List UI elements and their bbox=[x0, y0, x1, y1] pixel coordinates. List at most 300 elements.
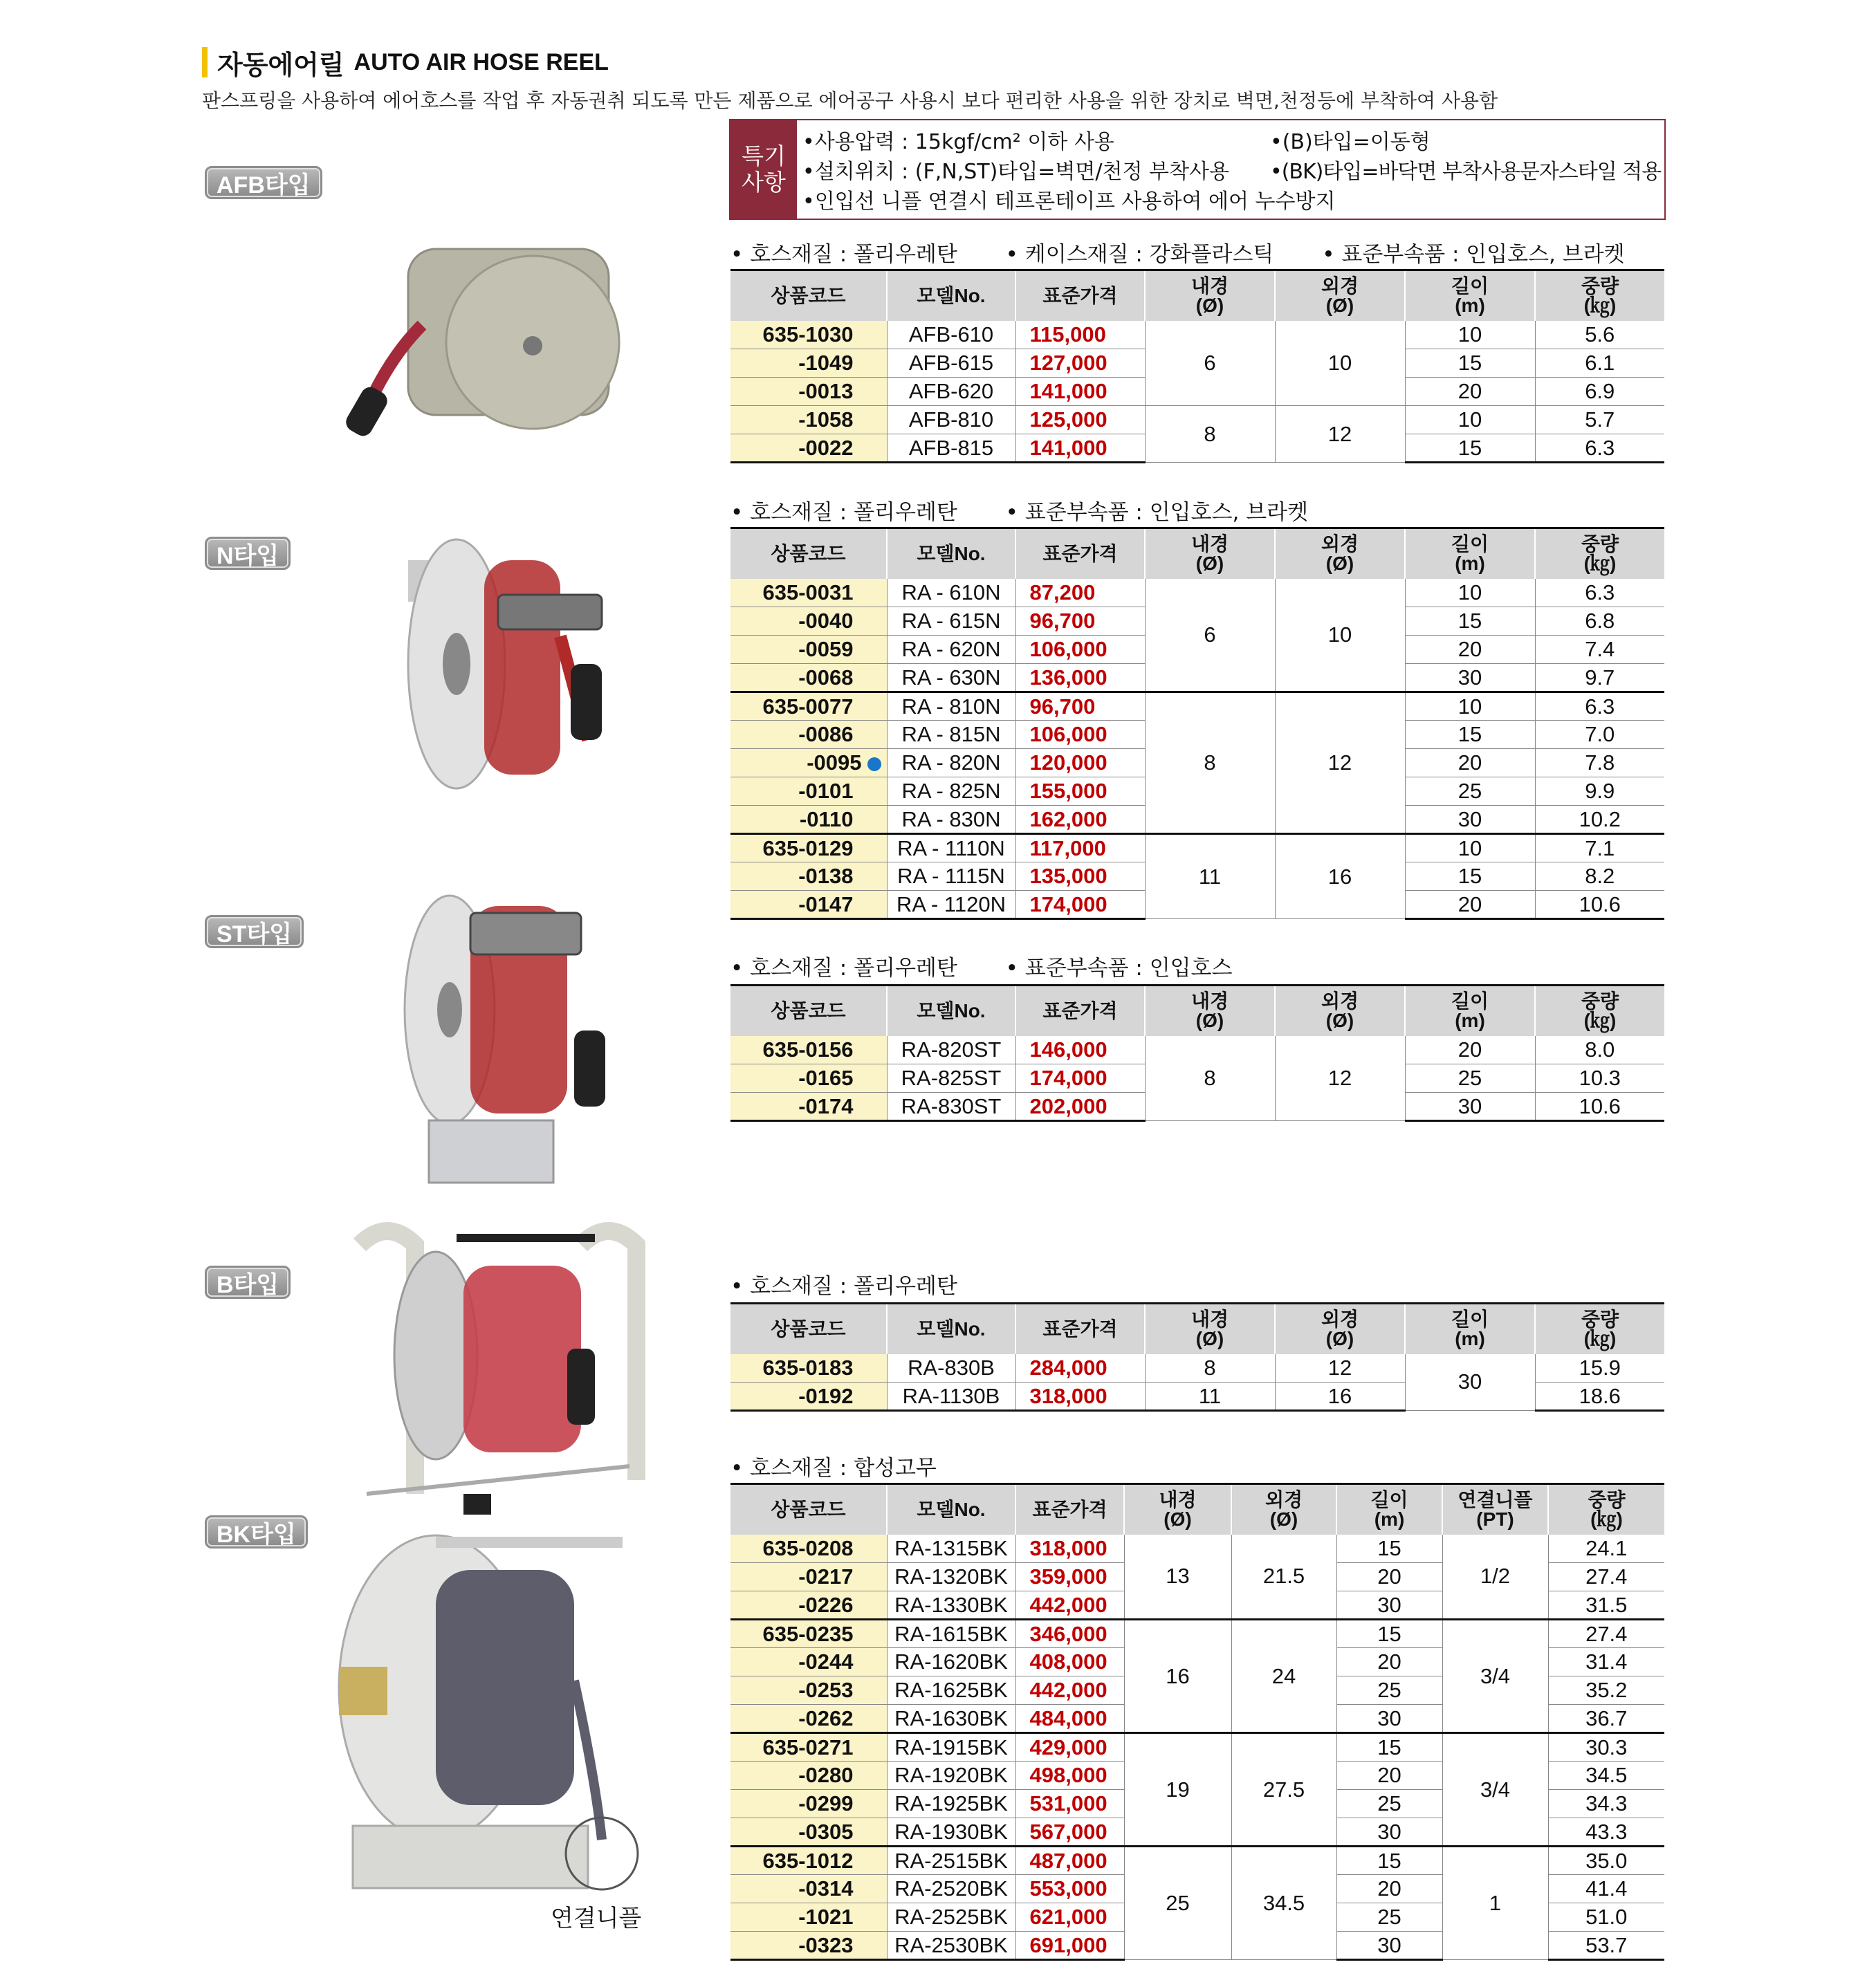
table-cell: RA-2530BK bbox=[887, 1932, 1015, 1960]
table-cell: 16 bbox=[1275, 834, 1405, 919]
product-code: -0040 bbox=[730, 607, 887, 636]
table-cell: 8 bbox=[1145, 1354, 1275, 1383]
product-code: -0244 bbox=[730, 1648, 887, 1676]
feature-item: •사용압력 : 15kgf/cm² 이하 사용 bbox=[802, 130, 1114, 154]
table-cell: 8 bbox=[1145, 692, 1275, 834]
table-row bbox=[730, 692, 1664, 721]
product-code: -0305 bbox=[730, 1818, 887, 1847]
price-cell: 141,000 bbox=[1015, 378, 1145, 406]
product-code: -0262 bbox=[730, 1705, 887, 1733]
table-cell: 20 bbox=[1405, 749, 1535, 777]
table-cell: 20 bbox=[1336, 1563, 1442, 1591]
col-header: 모델No. bbox=[887, 1304, 1015, 1354]
table-cell: 25 bbox=[1336, 1676, 1442, 1705]
table-cell: 12 bbox=[1275, 406, 1405, 463]
price-cell: 484,000 bbox=[1015, 1705, 1124, 1733]
b-price-table bbox=[730, 1302, 1664, 1412]
table-cell: RA - 610N bbox=[887, 579, 1015, 607]
col-header: 연결니플 (PT) bbox=[1442, 1484, 1548, 1535]
col-header: 외경 (Ø) bbox=[1275, 1304, 1405, 1354]
price-cell: 346,000 bbox=[1015, 1620, 1124, 1648]
table-cell: RA - 825N bbox=[887, 777, 1015, 806]
price-cell: 408,000 bbox=[1015, 1648, 1124, 1676]
product-code: 635-0235 bbox=[730, 1620, 887, 1648]
price-cell: 174,000 bbox=[1015, 1064, 1145, 1093]
table-cell: 7.1 bbox=[1535, 834, 1664, 862]
table-cell: 10.6 bbox=[1535, 1093, 1664, 1121]
table-cell: RA - 615N bbox=[887, 607, 1015, 636]
col-header: 내경 (Ø) bbox=[1124, 1484, 1231, 1535]
table-cell: 6.9 bbox=[1535, 378, 1664, 406]
table-cell: RA-1620BK bbox=[887, 1648, 1015, 1676]
table-cell: 15 bbox=[1336, 1535, 1442, 1563]
table-cell: RA-825ST bbox=[887, 1064, 1015, 1093]
table-cell: 35.0 bbox=[1548, 1847, 1664, 1875]
price-cell: 487,000 bbox=[1015, 1847, 1124, 1875]
table-cell: 25 bbox=[1405, 1064, 1535, 1093]
product-code: -0192 bbox=[730, 1383, 887, 1411]
b-reel-image bbox=[346, 1217, 650, 1522]
price-cell: 284,000 bbox=[1015, 1354, 1145, 1383]
table-cell: RA - 630N bbox=[887, 664, 1015, 692]
table-cell: 51.0 bbox=[1548, 1903, 1664, 1932]
table-cell: 20 bbox=[1336, 1762, 1442, 1790]
product-code: -0165 bbox=[730, 1064, 887, 1093]
price-cell: 691,000 bbox=[1015, 1932, 1124, 1960]
table-cell: 10 bbox=[1405, 406, 1535, 434]
price-cell: 318,000 bbox=[1015, 1535, 1124, 1563]
col-header: 길이 (m) bbox=[1405, 528, 1535, 579]
product-code: -1021 bbox=[730, 1903, 887, 1932]
price-cell: 136,000 bbox=[1015, 664, 1145, 692]
product-code: 635-1012 bbox=[730, 1847, 887, 1875]
table-cell: 16 bbox=[1275, 1383, 1405, 1411]
table-cell: 27.5 bbox=[1231, 1733, 1336, 1847]
product-code: -0110 bbox=[730, 806, 887, 834]
table-cell: 19 bbox=[1124, 1733, 1231, 1847]
table-cell: 3/4 bbox=[1442, 1620, 1548, 1733]
table-cell: RA-1315BK bbox=[887, 1535, 1015, 1563]
price-cell: 621,000 bbox=[1015, 1903, 1124, 1932]
col-header: 중량 (㎏) bbox=[1535, 270, 1664, 321]
table-row bbox=[730, 321, 1664, 349]
table-cell: 3/4 bbox=[1442, 1733, 1548, 1847]
feature-item: •(BK)타입=바닥면 부착사용문자스타일 적용 bbox=[1270, 160, 1662, 184]
table-cell: RA-1915BK bbox=[887, 1733, 1015, 1762]
table-cell: 24 bbox=[1231, 1620, 1336, 1733]
table-cell: 15 bbox=[1405, 607, 1535, 636]
table-cell: 31.5 bbox=[1548, 1591, 1664, 1620]
col-header: 외경 (Ø) bbox=[1275, 270, 1405, 321]
product-code: 635-1030 bbox=[730, 321, 887, 349]
table-cell: 15 bbox=[1405, 349, 1535, 378]
n-specs bbox=[730, 494, 1350, 526]
table-cell: 6.3 bbox=[1535, 579, 1664, 607]
col-header: 중량 (㎏) bbox=[1535, 1304, 1664, 1354]
price-cell: 567,000 bbox=[1015, 1818, 1124, 1847]
product-code: -0280 bbox=[730, 1762, 887, 1790]
col-header: 모델No. bbox=[887, 270, 1015, 321]
price-cell: 120,000 bbox=[1015, 749, 1145, 777]
features-label: 특기 사항 bbox=[730, 120, 797, 219]
table-cell: 30 bbox=[1336, 1932, 1442, 1960]
st-reel-image bbox=[401, 892, 623, 1190]
feature-item: •인입선 니플 연결시 테프론테이프 사용하여 에어 누수방지 bbox=[802, 190, 1336, 214]
price-cell: 202,000 bbox=[1015, 1093, 1145, 1121]
table-cell: 25 bbox=[1405, 777, 1535, 806]
table-cell: 10 bbox=[1275, 321, 1405, 406]
price-cell: 117,000 bbox=[1015, 834, 1145, 862]
table-cell: 30 bbox=[1336, 1818, 1442, 1847]
product-code: -0147 bbox=[730, 891, 887, 919]
table-cell: RA-1320BK bbox=[887, 1563, 1015, 1591]
badge-st-type: ST타입 bbox=[205, 915, 304, 948]
table-cell: RA - 830N bbox=[887, 806, 1015, 834]
nipple-caption: 연결니플 bbox=[551, 1905, 642, 1932]
col-header: 길이 (m) bbox=[1405, 986, 1535, 1036]
table-cell: RA - 815N bbox=[887, 721, 1015, 749]
col-header: 상품코드 bbox=[730, 986, 887, 1036]
features-box bbox=[729, 119, 1666, 220]
table-cell: 34.5 bbox=[1548, 1762, 1664, 1790]
table-cell: RA-1130B bbox=[887, 1383, 1015, 1411]
col-header: 표준가격 bbox=[1015, 1304, 1145, 1354]
table-cell: 16 bbox=[1124, 1620, 1231, 1733]
product-code: 635-0031 bbox=[730, 579, 887, 607]
col-header: 길이 (m) bbox=[1336, 1484, 1442, 1535]
badge-bk-type: BK타입 bbox=[205, 1515, 308, 1549]
table-cell: 20 bbox=[1405, 636, 1535, 664]
table-cell: 6.3 bbox=[1535, 692, 1664, 721]
table-row bbox=[730, 1354, 1664, 1383]
price-cell: 162,000 bbox=[1015, 806, 1145, 834]
price-cell: 429,000 bbox=[1015, 1733, 1124, 1762]
table-cell: RA-2525BK bbox=[887, 1903, 1015, 1932]
afb-price-table bbox=[730, 269, 1664, 463]
table-cell: 30.3 bbox=[1548, 1733, 1664, 1762]
table-cell: 43.3 bbox=[1548, 1818, 1664, 1847]
table-cell: AFB-810 bbox=[887, 406, 1015, 434]
table-cell: RA - 620N bbox=[887, 636, 1015, 664]
n-reel-image bbox=[401, 533, 623, 809]
table-cell: 12 bbox=[1275, 692, 1405, 834]
table-cell: 25 bbox=[1336, 1903, 1442, 1932]
spec-accessories: • 표준부속품 : 인입호스, 브라켓 bbox=[1322, 242, 1625, 267]
badge-n-type: N타입 bbox=[205, 537, 291, 570]
col-header: 내경 (Ø) bbox=[1145, 1304, 1275, 1354]
table-cell: 8 bbox=[1145, 1036, 1275, 1121]
col-header: 중량 (㎏) bbox=[1535, 528, 1664, 579]
table-cell: AFB-610 bbox=[887, 321, 1015, 349]
price-cell: 531,000 bbox=[1015, 1790, 1124, 1818]
afb-reel-image bbox=[346, 235, 636, 443]
price-cell: 96,700 bbox=[1015, 692, 1145, 721]
table-cell: 15 bbox=[1336, 1733, 1442, 1762]
table-cell: 6.1 bbox=[1535, 349, 1664, 378]
table-cell: RA - 1120N bbox=[887, 891, 1015, 919]
table-row bbox=[730, 1847, 1664, 1875]
col-header: 표준가격 bbox=[1015, 270, 1145, 321]
table-cell: 10 bbox=[1275, 579, 1405, 692]
spec-hose-material: • 호스재질 : 폴리우레탄 bbox=[730, 500, 957, 525]
product-code: -0174 bbox=[730, 1093, 887, 1121]
spec-hose-material: • 호스재질 : 합성고무 bbox=[730, 1456, 937, 1481]
table-row bbox=[730, 579, 1664, 607]
col-header: 내경 (Ø) bbox=[1145, 528, 1275, 579]
price-cell: 87,200 bbox=[1015, 579, 1145, 607]
col-header: 내경 (Ø) bbox=[1145, 986, 1275, 1036]
title-accent-bar bbox=[202, 47, 208, 77]
table-cell: 15.9 bbox=[1535, 1354, 1664, 1383]
col-header: 모델No. bbox=[887, 986, 1015, 1036]
bk-price-table bbox=[730, 1483, 1664, 1961]
page-title bbox=[202, 46, 609, 79]
table-cell: RA-830ST bbox=[887, 1093, 1015, 1121]
table-cell: RA-1615BK bbox=[887, 1620, 1015, 1648]
table-row bbox=[730, 406, 1664, 434]
table-cell: AFB-615 bbox=[887, 349, 1015, 378]
table-cell: 15 bbox=[1336, 1620, 1442, 1648]
price-cell: 155,000 bbox=[1015, 777, 1145, 806]
price-cell: 106,000 bbox=[1015, 636, 1145, 664]
table-cell: 9.9 bbox=[1535, 777, 1664, 806]
table-cell: AFB-815 bbox=[887, 434, 1015, 463]
price-cell: 106,000 bbox=[1015, 721, 1145, 749]
product-code: -0323 bbox=[730, 1932, 887, 1960]
col-header: 표준가격 bbox=[1015, 986, 1145, 1036]
table-cell: 10 bbox=[1405, 834, 1535, 862]
table-cell: 5.7 bbox=[1535, 406, 1664, 434]
product-code bbox=[730, 749, 887, 777]
product-code: 635-0077 bbox=[730, 692, 887, 721]
table-cell: 34.5 bbox=[1231, 1847, 1336, 1960]
table-cell: 20 bbox=[1405, 1036, 1535, 1064]
table-cell: 41.4 bbox=[1548, 1875, 1664, 1903]
product-code: -0226 bbox=[730, 1591, 887, 1620]
product-description: 판스프링을 사용하여 에어호스를 작업 후 자동권취 되도록 만든 제품으로 에어공구 사용시 보다 편리한 사용을 위한 장치로 벽면,천정등에 부착하여 사용함 bbox=[202, 89, 1498, 112]
table-cell: 8.2 bbox=[1535, 862, 1664, 891]
product-code: 635-0183 bbox=[730, 1354, 887, 1383]
col-header: 중량 (㎏) bbox=[1535, 986, 1664, 1036]
table-cell: 27.4 bbox=[1548, 1563, 1664, 1591]
product-code: -1049 bbox=[730, 349, 887, 378]
feature-item: •(B)타입=이동형 bbox=[1270, 130, 1431, 154]
title-english: AUTO AIR HOSE REEL bbox=[353, 48, 609, 75]
table-cell: 10 bbox=[1405, 321, 1535, 349]
title-korean: 자동에어릴 bbox=[217, 49, 344, 80]
table-cell: 18.6 bbox=[1535, 1383, 1664, 1411]
table-cell: 35.2 bbox=[1548, 1676, 1664, 1705]
table-cell: AFB-620 bbox=[887, 378, 1015, 406]
spec-hose-material: • 호스재질 : 폴리우레탄 bbox=[730, 956, 957, 981]
table-cell: RA - 820N bbox=[887, 749, 1015, 777]
product-code: 635-0271 bbox=[730, 1733, 887, 1762]
product-code: 635-0156 bbox=[730, 1036, 887, 1064]
table-row bbox=[730, 1733, 1664, 1762]
price-cell: 125,000 bbox=[1015, 406, 1145, 434]
product-code: -0013 bbox=[730, 378, 887, 406]
product-code: -0314 bbox=[730, 1875, 887, 1903]
table-cell: 30 bbox=[1336, 1705, 1442, 1733]
table-cell: RA-1625BK bbox=[887, 1676, 1015, 1705]
table-cell: 36.7 bbox=[1548, 1705, 1664, 1733]
price-cell: 553,000 bbox=[1015, 1875, 1124, 1903]
bk-reel-image bbox=[332, 1528, 650, 1895]
col-header: 상품코드 bbox=[730, 1304, 887, 1354]
product-code: -0022 bbox=[730, 434, 887, 463]
table-cell: 5.6 bbox=[1535, 321, 1664, 349]
feature-item: •설치위치 : (F,N,ST)타입=벽면/천정 부착사용 bbox=[802, 160, 1229, 184]
table-cell: 12 bbox=[1275, 1036, 1405, 1121]
table-cell: 53.7 bbox=[1548, 1932, 1664, 1960]
table-cell: 15 bbox=[1405, 721, 1535, 749]
afb-specs bbox=[730, 237, 1666, 268]
table-cell: 8 bbox=[1145, 406, 1275, 463]
table-cell: RA - 810N bbox=[887, 692, 1015, 721]
spec-accessories: • 표준부속품 : 인입호스, 브라켓 bbox=[1005, 500, 1309, 525]
table-cell: 6.8 bbox=[1535, 607, 1664, 636]
product-code: -0095 bbox=[807, 750, 862, 775]
table-cell: 11 bbox=[1145, 834, 1275, 919]
table-cell: 11 bbox=[1145, 1383, 1275, 1411]
table-cell: RA-1920BK bbox=[887, 1762, 1015, 1790]
table-cell: 10 bbox=[1405, 692, 1535, 721]
badge-b-type: B타입 bbox=[205, 1266, 291, 1299]
table-cell: 15 bbox=[1405, 434, 1535, 463]
table-cell: 30 bbox=[1336, 1591, 1442, 1620]
table-cell: RA-820ST bbox=[887, 1036, 1015, 1064]
table-cell: 25 bbox=[1336, 1790, 1442, 1818]
col-header: 내경 (Ø) bbox=[1145, 270, 1275, 321]
table-cell: 20 bbox=[1405, 378, 1535, 406]
table-cell: 20 bbox=[1405, 891, 1535, 919]
price-cell: 498,000 bbox=[1015, 1762, 1124, 1790]
table-cell: 24.1 bbox=[1548, 1535, 1664, 1563]
table-cell: RA-1630BK bbox=[887, 1705, 1015, 1733]
product-code: -0086 bbox=[730, 721, 887, 749]
price-cell: 96,700 bbox=[1015, 607, 1145, 636]
table-cell: RA - 1110N bbox=[887, 834, 1015, 862]
product-code: -0101 bbox=[730, 777, 887, 806]
table-cell: RA-2520BK bbox=[887, 1875, 1015, 1903]
product-code: -0299 bbox=[730, 1790, 887, 1818]
badge-afb-type: AFB타입 bbox=[205, 166, 322, 199]
b-specs bbox=[730, 1268, 999, 1300]
table-cell: 8.0 bbox=[1535, 1036, 1664, 1064]
table-cell: 6 bbox=[1145, 579, 1275, 692]
table-cell: RA-1930BK bbox=[887, 1818, 1015, 1847]
col-header: 상품코드 bbox=[730, 528, 887, 579]
table-cell: 1 bbox=[1442, 1847, 1548, 1960]
price-cell: 115,000 bbox=[1015, 321, 1145, 349]
table-cell: 13 bbox=[1124, 1535, 1231, 1620]
table-cell: 20 bbox=[1336, 1875, 1442, 1903]
price-cell: 359,000 bbox=[1015, 1563, 1124, 1591]
table-cell: RA-830B bbox=[887, 1354, 1015, 1383]
table-cell: 10 bbox=[1405, 579, 1535, 607]
table-cell: 27.4 bbox=[1548, 1620, 1664, 1648]
product-code: -0068 bbox=[730, 664, 887, 692]
table-cell: 6 bbox=[1145, 321, 1275, 406]
col-header: 중량 (㎏) bbox=[1548, 1484, 1664, 1535]
table-cell: 31.4 bbox=[1548, 1648, 1664, 1676]
col-header: 길이 (m) bbox=[1405, 1304, 1535, 1354]
product-code: -0217 bbox=[730, 1563, 887, 1591]
table-cell: 9.7 bbox=[1535, 664, 1664, 692]
spec-hose-material: • 호스재질 : 폴리우레탄 bbox=[730, 242, 957, 267]
table-cell: 7.0 bbox=[1535, 721, 1664, 749]
table-cell: 25 bbox=[1124, 1847, 1231, 1960]
bk-specs bbox=[730, 1450, 978, 1481]
table-cell: 10.2 bbox=[1535, 806, 1664, 834]
table-cell: 10.3 bbox=[1535, 1064, 1664, 1093]
table-cell: 20 bbox=[1336, 1648, 1442, 1676]
n-price-table bbox=[730, 527, 1664, 920]
price-cell: 318,000 bbox=[1015, 1383, 1145, 1411]
table-row bbox=[730, 1535, 1664, 1563]
product-code: 635-0129 bbox=[730, 834, 887, 862]
table-cell: RA-1330BK bbox=[887, 1591, 1015, 1620]
col-header: 외경 (Ø) bbox=[1275, 986, 1405, 1036]
table-cell: 15 bbox=[1405, 862, 1535, 891]
table-cell: 21.5 bbox=[1231, 1535, 1336, 1620]
spec-case-material: • 케이스재질 : 강화플라스틱 bbox=[1005, 242, 1274, 267]
col-header: 표준가격 bbox=[1015, 1484, 1124, 1535]
table-cell: 30 bbox=[1405, 1093, 1535, 1121]
col-header: 길이 (m) bbox=[1405, 270, 1535, 321]
price-cell: 127,000 bbox=[1015, 349, 1145, 378]
table-cell: 34.3 bbox=[1548, 1790, 1664, 1818]
table-cell: 30 bbox=[1405, 1354, 1535, 1411]
product-code: -0253 bbox=[730, 1676, 887, 1705]
col-header: 표준가격 bbox=[1015, 528, 1145, 579]
price-cell: 141,000 bbox=[1015, 434, 1145, 463]
product-code: 635-0208 bbox=[730, 1535, 887, 1563]
col-header: 외경 (Ø) bbox=[1275, 528, 1405, 579]
table-cell: 7.8 bbox=[1535, 749, 1664, 777]
table-cell: RA - 1115N bbox=[887, 862, 1015, 891]
st-price-table bbox=[730, 984, 1664, 1122]
recommended-dot-icon bbox=[867, 757, 881, 771]
col-header: 외경 (Ø) bbox=[1231, 1484, 1336, 1535]
table-cell: 30 bbox=[1405, 664, 1535, 692]
table-cell: 15 bbox=[1336, 1847, 1442, 1875]
table-cell: 30 bbox=[1405, 806, 1535, 834]
price-cell: 135,000 bbox=[1015, 862, 1145, 891]
spec-hose-material: • 호스재질 : 폴리우레탄 bbox=[730, 1274, 957, 1299]
table-cell: RA-1925BK bbox=[887, 1790, 1015, 1818]
col-header: 상품코드 bbox=[730, 1484, 887, 1535]
spec-accessories: • 표준부속품 : 인입호스 bbox=[1005, 956, 1233, 981]
table-cell: 1/2 bbox=[1442, 1535, 1548, 1620]
price-cell: 442,000 bbox=[1015, 1591, 1124, 1620]
price-cell: 442,000 bbox=[1015, 1676, 1124, 1705]
table-cell: 12 bbox=[1275, 1354, 1405, 1383]
product-code: -1058 bbox=[730, 406, 887, 434]
table-row bbox=[730, 1620, 1664, 1648]
col-header: 모델No. bbox=[887, 1484, 1015, 1535]
price-cell: 174,000 bbox=[1015, 891, 1145, 919]
table-cell: 6.3 bbox=[1535, 434, 1664, 463]
price-cell: 146,000 bbox=[1015, 1036, 1145, 1064]
features-list bbox=[797, 120, 1664, 219]
table-row bbox=[730, 1036, 1664, 1064]
product-code: -0059 bbox=[730, 636, 887, 664]
col-header: 모델No. bbox=[887, 528, 1015, 579]
col-header: 상품코드 bbox=[730, 270, 887, 321]
table-row bbox=[730, 834, 1664, 862]
table-cell: 7.4 bbox=[1535, 636, 1664, 664]
